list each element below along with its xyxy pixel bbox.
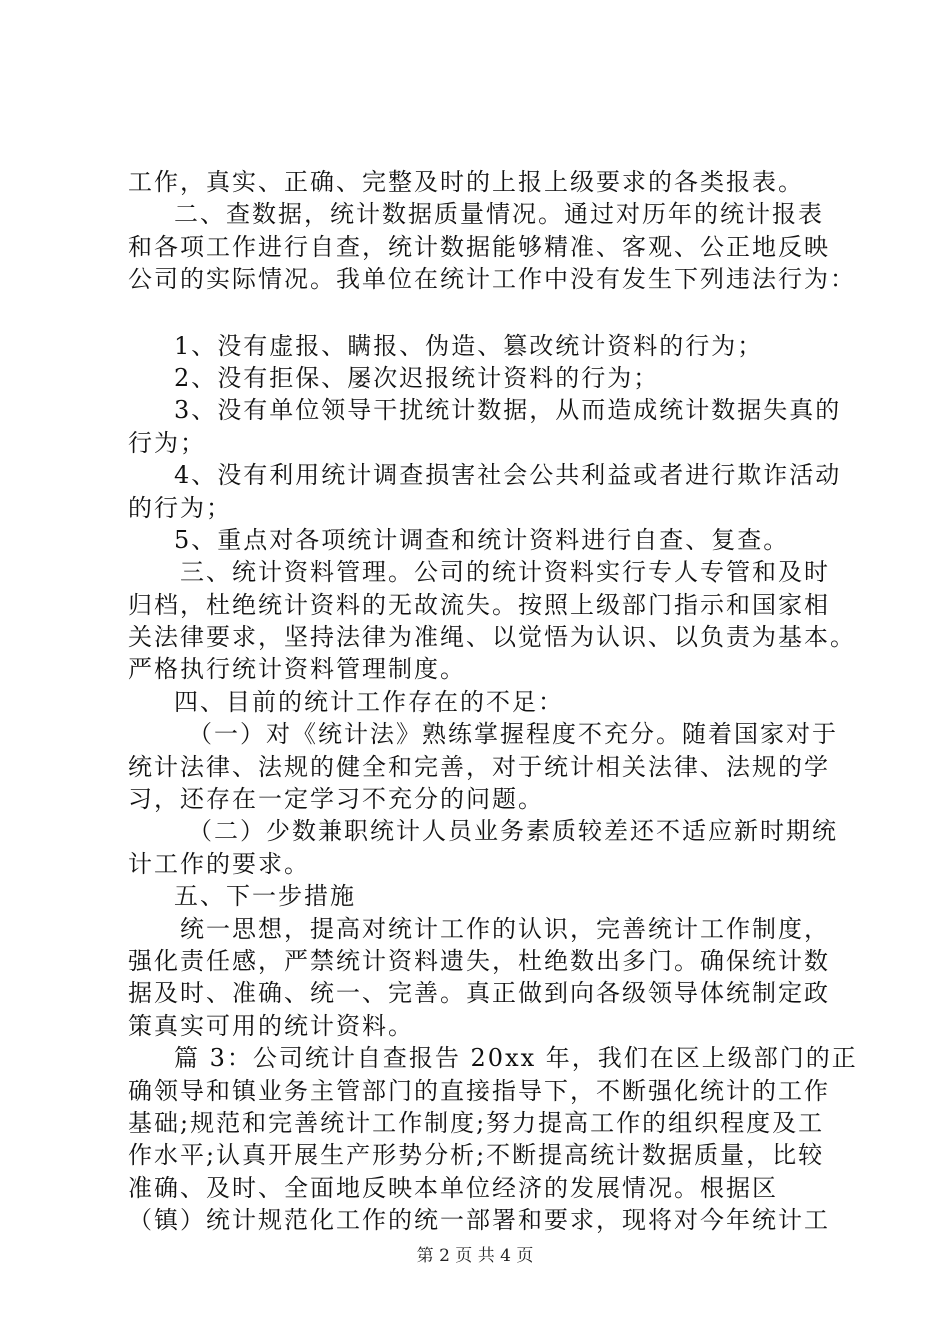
text-line: （镇）统计规范化工作的统一部署和要求，现将对今年统计工 xyxy=(128,1206,830,1235)
text-line: 4、没有利用统计调查损害社会公共利益或者进行欺诈活动 xyxy=(174,461,842,490)
text-line: 1、没有虚报、瞒报、伪造、篡改统计资料的行为； xyxy=(174,331,764,360)
text-line: 严格执行统计资料管理制度。 xyxy=(128,655,466,684)
text-line: 五、下一步措施 xyxy=(174,882,356,911)
text-line: （二）少数兼职统计人员业务素质较差还不适应新时期统 xyxy=(188,817,838,846)
text-line: 关法律要求，坚持法律为准绳、以觉悟为认识、以负责为基本。 xyxy=(128,623,856,652)
text-line: 统一思想，提高对统计工作的认识，完善统计工作制度， xyxy=(180,914,830,943)
text-line: 习，还存在一定学习不充分的问题。 xyxy=(128,785,544,814)
text-line: 公司的实际情况。我单位在统计工作中没有发生下列违法行为： xyxy=(128,265,856,294)
text-line: 行为； xyxy=(128,428,206,457)
text-line: 确领导和镇业务主管部门的直接指导下，不断强化统计的工作 xyxy=(128,1076,830,1105)
text-line: 三、统计资料管理。公司的统计资料实行专人专管和及时 xyxy=(180,558,830,587)
text-line: 的行为； xyxy=(128,493,232,522)
text-line: 篇 3：公司统计自查报告 20xx 年，我们在区上级部门的正 xyxy=(174,1044,858,1073)
text-line: 和各项工作进行自查，统计数据能够精准、客观、公正地反映 xyxy=(128,232,830,261)
text-line: 二、查数据，统计数据质量情况。通过对历年的统计报表 xyxy=(174,200,824,229)
text-line: 统计法律、法规的健全和完善，对于统计相关法律、法规的学 xyxy=(128,752,830,781)
document-body xyxy=(128,166,858,1237)
text-line: 作水平;认真开展生产形势分析;不断提高统计数据质量，比较 xyxy=(128,1141,825,1170)
text-line: 强化责任感，严禁统计资料遗失，杜绝数出多门。确保统计数 xyxy=(128,946,830,975)
page-number-footer: 第 2 页 共 4 页 xyxy=(416,1246,534,1266)
text-line: 归档，杜绝统计资料的无故流失。按照上级部门指示和国家相 xyxy=(128,590,830,619)
text-line: 四、目前的统计工作存在的不足： xyxy=(174,687,564,716)
text-line: 准确、及时、全面地反映本单位经济的发展情况。根据区 xyxy=(128,1173,778,1202)
text-line: （一）对《统计法》熟练掌握程度不充分。随着国家对于 xyxy=(188,720,838,749)
text-line: 据及时、准确、统一、完善。真正做到向各级领导体统制定政 xyxy=(128,979,830,1008)
text-line: 基础;规范和完善统计工作制度;努力提高工作的组织程度及工 xyxy=(128,1108,825,1137)
text-line: 2、没有拒保、屡次迟报统计资料的行为； xyxy=(174,363,660,392)
text-line: 工作，真实、正确、完整及时的上报上级要求的各类报表。 xyxy=(128,168,804,196)
text-line: 3、没有单位领导干扰统计数据，从而造成统计数据失真的 xyxy=(174,396,842,425)
text-line: 计工作的要求。 xyxy=(128,849,310,878)
text-line: 5、重点对各项统计调查和统计资料进行自查、复查。 xyxy=(174,525,790,554)
blank-line xyxy=(128,296,848,330)
text-line: 策真实可用的统计资料。 xyxy=(128,1011,414,1040)
